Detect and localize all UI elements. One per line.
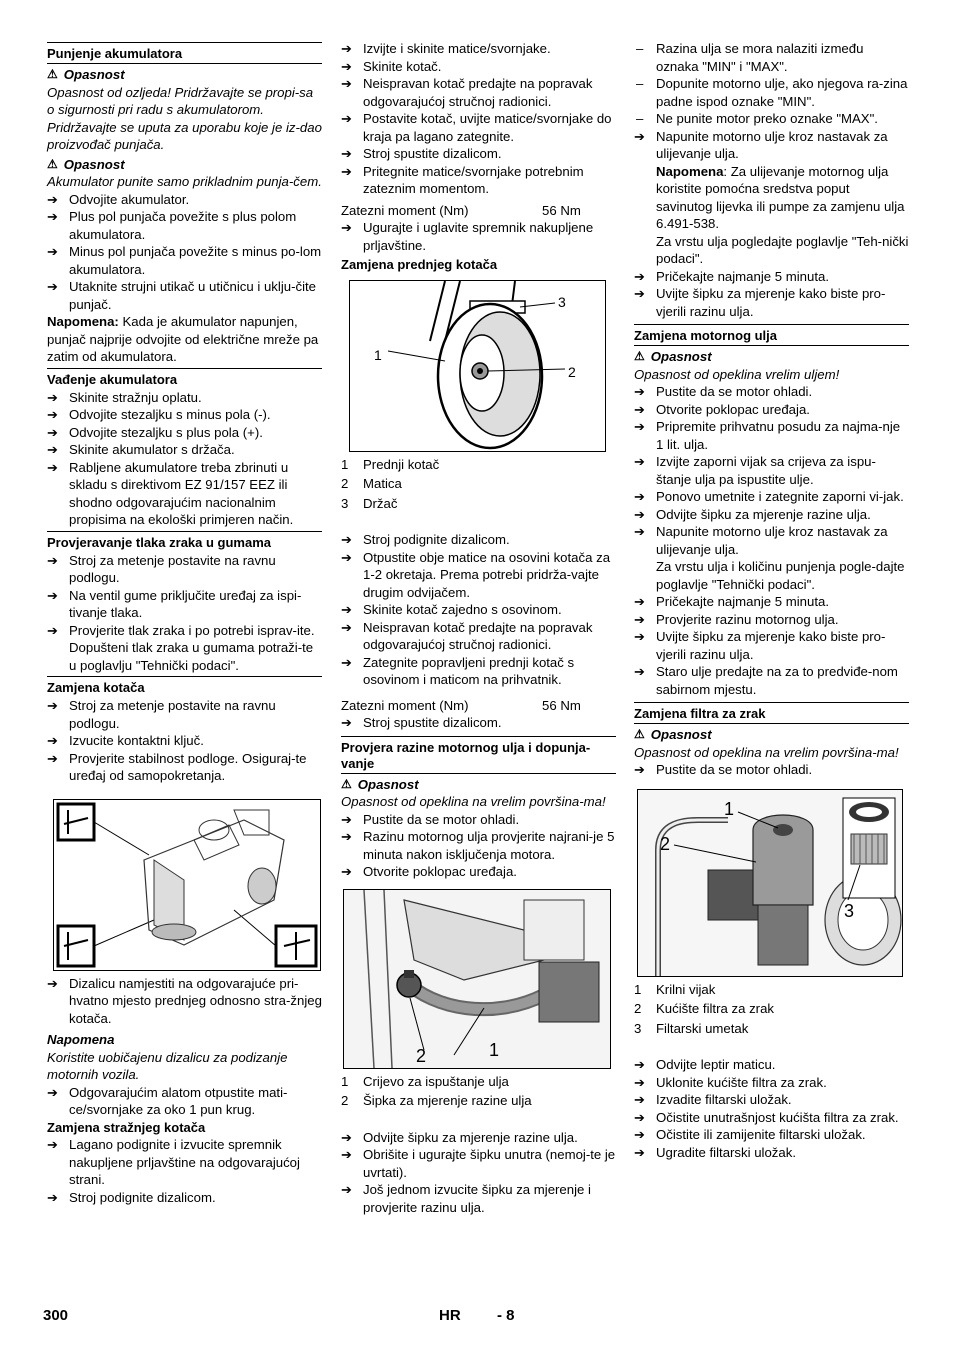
column-1 <box>47 40 322 1206</box>
oil-dipstick-figure <box>343 889 611 1069</box>
step: ➔ Pričekajte najmanje 5 minuta. <box>634 268 909 286</box>
step: ➔ Skinite akumulator s držača. <box>47 441 322 459</box>
legend-number: 2 <box>341 476 349 491</box>
torque-value: 56 Nm <box>542 202 581 218</box>
step: ➔ Stroj spustite dizalicom. <box>341 714 616 732</box>
step: ➔ Obrišite i ugurajte šipku unutra (nemoj-te je uvrtati). <box>341 1146 616 1181</box>
section-heading: Zamjena filtra za zrak <box>634 702 909 723</box>
callout-1: 1 <box>489 1039 500 1060</box>
section-heading: Provjeravanje tlaka zraka u gumama <box>47 531 322 552</box>
warning-triangle-icon: ⚠ <box>634 727 645 741</box>
step: ➔ Pustite da se motor ohladi. <box>634 383 909 401</box>
legend-text: Držač <box>363 495 398 511</box>
legend-item <box>634 981 909 999</box>
section-heading: Punjenje akumulatora <box>47 42 322 63</box>
danger-text: Opasnost od ozljeda! Pridržavajte se propi-sa o sigurnosti pri radu s akumulatorom. Pridržavajte se uputa za uporabu koje je iz-dao proizvođač punjača. <box>47 84 322 152</box>
step: ➔ Skinite kotač. <box>341 58 616 76</box>
danger-text: Opasnost od opeklina vrelim uljem! <box>634 366 840 382</box>
legend-item <box>634 1020 909 1038</box>
step: ➔ Skinite stražnju oplatu. <box>47 389 322 407</box>
step: ➔ Postavite kotač, uvijte matice/svornjake do kraja pa lagano zategnite. <box>341 110 616 145</box>
step: ➔ Izvadite filtarski uložak. <box>634 1091 909 1109</box>
section-heading: Provjera razine motornog ulja i dopunja-vanje <box>341 736 616 773</box>
danger-text: Opasnost od opeklina na vrelim površina-ma! <box>634 744 899 760</box>
warning-triangle-icon: ⚠ <box>341 776 352 791</box>
legend-text: Prednji kotač <box>363 456 440 472</box>
legend-item <box>341 1092 616 1110</box>
note-text: Koristite uobičajenu dizalicu za podizanje motornih vozila. <box>47 1049 288 1082</box>
dash-item: – Dopunite motorno ulje, ako njegova ra-zina padne ispod oznake "MIN". <box>634 75 909 110</box>
step: ➔ Odgovarajućim alatom otpustite mati-ce/svornjake za oko 1 pun krug. <box>47 1084 322 1119</box>
step: ➔ Otvorite poklopac uređaja. <box>634 401 909 419</box>
step: ➔ Lagano podignite i izvucite spremnik nakupljene prljavštine na odgovarajućoj strani. <box>47 1136 322 1189</box>
step: ➔ Pustite da se motor ohladi. <box>634 761 909 779</box>
sweeper-jack-points-figure <box>53 799 321 971</box>
step: ➔ Neispravan kotač predajte na popravak odgovarajućoj stručnoj radionici. <box>341 619 616 654</box>
legend-text: Crijevo za ispuštanje ulja <box>363 1073 509 1089</box>
legend-text: Matica <box>363 476 402 491</box>
callout-1: 1 <box>374 346 382 363</box>
step: ➔ Ponovo umetnite i zategnite zaporni vi-jak. <box>634 488 909 506</box>
sweeper-illustration <box>54 800 320 970</box>
step: ➔ Odvojite stezaljku s plus pola (+). <box>47 424 322 442</box>
step: ➔ Provjerite stabilnost podloge. Osiguraj-te uređaj od samopokretanja. <box>47 750 322 785</box>
torque-row <box>341 202 616 220</box>
legend-number: 1 <box>341 456 349 472</box>
legend-number: 3 <box>634 1020 642 1036</box>
danger-heading <box>47 63 322 84</box>
step: ➔ Odvojite akumulator. <box>47 191 322 209</box>
section-heading: Vađenje akumulatora <box>47 368 322 389</box>
step: ➔ Zategnite popravljeni prednji kotač s osovinom i maticom na prihvatnik. <box>341 654 616 689</box>
step: ➔ Stroj za metenje postavite na ravnu podlogu. <box>47 697 322 732</box>
column-2 <box>341 40 616 1216</box>
legend-item <box>341 1073 616 1091</box>
callout-2: 2 <box>416 1045 427 1066</box>
danger-label: Opasnost <box>650 349 712 364</box>
danger-heading <box>341 773 616 794</box>
danger-label: Opasnost <box>357 776 419 792</box>
danger-text: Akumulator punite samo prikladnim punja-čem. <box>47 174 322 189</box>
callout-2: 2 <box>568 363 576 380</box>
step: ➔ Stroj spustite dizalicom. <box>341 145 616 163</box>
note <box>634 163 909 233</box>
step: ➔ Uklonite kućište filtra za zrak. <box>634 1074 909 1092</box>
sub-page-number: - 8 <box>497 1307 515 1324</box>
warning-triangle-icon: ⚠ <box>634 349 645 363</box>
legend-number: 1 <box>341 1073 349 1089</box>
step: ➔ Pripremite prihvatnu posudu za najma-nje 1 lit. ulja. <box>634 418 909 453</box>
step: ➔ Izvijte zaporni vijak sa crijeva za ispu-štanje ulja pa ispustite ulje. <box>634 453 909 488</box>
step: ➔ Očistite unutrašnjost kućišta filtra za zrak. <box>634 1109 909 1127</box>
dash-item: – Razina ulja se mora nalaziti između oznaka "MIN" i "MAX". <box>634 40 909 75</box>
step: ➔ Odvijte šipku za mjerenje razine ulja. <box>341 1129 616 1147</box>
step: ➔ Provjerite razinu motornog ulja. <box>634 611 909 629</box>
page-number: 300 <box>43 1307 69 1324</box>
air-filter-figure <box>637 789 903 977</box>
step: ➔ Uvijte šipku za mjerenje kako biste pro-vjerili razinu ulja. <box>634 628 909 663</box>
callout-1: 1 <box>724 798 735 819</box>
column-3 <box>634 40 909 1161</box>
step: ➔ Provjerite tlak zraka i po potrebi isprav-ite. <box>47 622 322 640</box>
step: ➔ Ugurajte i uglavite spremnik nakupljene prljavštine. <box>341 219 616 254</box>
legend-text: Filtarski umetak <box>656 1020 749 1036</box>
front-wheel-figure <box>349 280 606 452</box>
front-wheel-illustration <box>350 281 605 451</box>
step: ➔ Stroj podignite dizalicom. <box>47 1189 322 1207</box>
legend-item <box>634 1000 909 1018</box>
step: ➔ Očistite ili zamijenite filtarski uložak. <box>634 1126 909 1144</box>
section-heading: Zamjena prednjeg kotača <box>341 257 498 272</box>
air-filter-illustration <box>638 790 902 976</box>
torque-label: Zatezni moment (Nm) <box>341 697 469 713</box>
legend-text: Krilni vijak <box>656 981 716 997</box>
torque-row <box>341 697 616 715</box>
danger-heading <box>47 154 322 174</box>
step: ➔ Pritegnite matice/svornjake potrebnim zateznim momentom. <box>341 163 616 198</box>
danger-heading <box>634 345 909 366</box>
torque-value: 56 Nm <box>542 697 581 713</box>
danger-label: Opasnost <box>650 727 712 742</box>
warning-triangle-icon: ⚠ <box>47 67 58 81</box>
dash-item: – Ne punite motor preko oznake "MAX". <box>634 110 909 128</box>
torque-label: Zatezni moment (Nm) <box>341 202 469 218</box>
legend-number: 2 <box>341 1093 349 1108</box>
legend-item <box>341 475 616 493</box>
legend-number: 3 <box>341 495 349 511</box>
step: ➔ Pričekajte najmanje 5 minuta. <box>634 593 909 611</box>
callout-3: 3 <box>844 900 855 921</box>
step: ➔ Utaknite strujni utikač u utičnicu i uklju-čite punjač. <box>47 278 322 313</box>
step: ➔ Stroj za metenje postavite na ravnu podlogu. <box>47 552 322 587</box>
note-text: Kada je akumulator napunjen, punjač najprije odvojite od električne mreže pa zatim od akumulatora. <box>47 314 319 364</box>
step: ➔ Napunite motorno ulje kroz nastavak za ulijevanje ulja. <box>634 128 909 163</box>
danger-label: Opasnost <box>63 156 125 172</box>
step: ➔ Razinu motornog ulja provjerite najrani-je 5 minuta nakon isključenja motora. <box>341 828 616 863</box>
legend-text: Šipka za mjerenje razine ulja <box>363 1093 532 1108</box>
callout-2: 2 <box>660 833 671 854</box>
section-heading: Zamjena kotača <box>47 676 322 697</box>
section-heading: Zamjena motornog ulja <box>634 324 909 345</box>
danger-label: Opasnost <box>63 67 125 82</box>
callout-3: 3 <box>558 293 566 310</box>
note-label: Napomena <box>656 163 724 179</box>
step: ➔ Minus pol punjača povežite s minus po-lom akumulatora. <box>47 243 322 278</box>
legend-number: 2 <box>634 1001 642 1016</box>
step: ➔ Još jednom izvucite šipku za mjerenje i provjerite razinu ulja. <box>341 1181 616 1216</box>
step-continuation: Dopušteni tlak zraka u gumama potraži-te u poglavlju "Tehnički podaci". <box>69 640 314 673</box>
step: ➔ Odvijte šipku za mjerenje razine ulja. <box>634 506 909 524</box>
step: ➔ Stroj podignite dizalicom. <box>341 531 616 549</box>
step: ➔ Otpustite obje matice na osovini kotača za 1-2 okretaja. Prema potrebi pridrža-vajte drugim odvijačem. <box>341 549 616 602</box>
legend-item <box>341 456 616 474</box>
step: ➔ Staro ulje predajte na za to predviđe-nom sabirnom mjestu. <box>634 663 909 698</box>
legend-item <box>341 495 616 513</box>
step: ➔ Odvojite stezaljku s minus pola (-). <box>47 406 322 424</box>
step: ➔ Pustite da se motor ohladi. <box>341 811 616 829</box>
step: ➔ Izvucite kontaktni ključ. <box>47 732 322 750</box>
step: ➔ Plus pol punjača povežite s plus polom akumulatora. <box>47 208 322 243</box>
subsection-heading: Zamjena stražnjeg kotača <box>47 1119 206 1135</box>
step: ➔ Ugradite filtarski uložak. <box>634 1144 909 1162</box>
danger-heading <box>634 723 909 744</box>
step: ➔ Skinite kotač zajedno s osovinom. <box>341 601 616 619</box>
step: ➔ Rabljene akumulatore treba zbrinuti u skladu s direktivom EZ 91/157 EEZ ili shodno odgovarajućim nacionalnim propisima na ekološki primjeren način. <box>47 459 322 529</box>
note-label: Napomena: <box>47 314 119 329</box>
engine-oil-illustration <box>344 890 610 1068</box>
legend-text: Kućište filtra za zrak <box>656 1001 774 1016</box>
step: ➔ Odvijte leptir maticu. <box>634 1056 909 1074</box>
language-code: HR <box>439 1307 461 1324</box>
note <box>47 313 322 366</box>
warning-triangle-icon: ⚠ <box>47 156 58 171</box>
step: ➔ Neispravan kotač predajte na popravak odgovarajućoj stručnoj radionici. <box>341 75 616 110</box>
step: ➔ Otvorite poklopac uređaja. <box>341 863 616 881</box>
danger-text: Opasnost od opeklina na vrelim površina-ma! <box>341 794 606 809</box>
step: ➔ Izvijte i skinite matice/svornjake. <box>341 40 616 58</box>
step: ➔ Dizalicu namjestiti na odgovarajuće pri-hvatno mjesto prednjeg odnosno stra-žnjeg kotača. <box>47 975 322 1028</box>
note-text: Za vrstu ulja pogledajte poglavlje "Teh-nički podaci". <box>656 233 909 266</box>
step: ➔ Na ventil gume priključite uređaj za ispi-tivanje tlaka. <box>47 587 322 622</box>
note-text: : Za ulijevanje motornog ulja koristite pomoćna sredstva poput savinutog lijevka ili pumpe za zamjenu ulja 6.491-538. <box>656 163 905 231</box>
step: ➔ Napunite motorno ulje kroz nastavak za ulijevanje ulja. <box>634 523 909 558</box>
step-continuation: Za vrstu ulja i količinu punjenja pogle-dajte poglavlje "Tehnički podaci". <box>656 559 905 592</box>
legend-number: 1 <box>634 981 642 997</box>
note-heading: Napomena <box>47 1032 115 1047</box>
step: ➔ Uvijte šipku za mjerenje kako biste pro-vjerili razinu ulja. <box>634 285 909 320</box>
